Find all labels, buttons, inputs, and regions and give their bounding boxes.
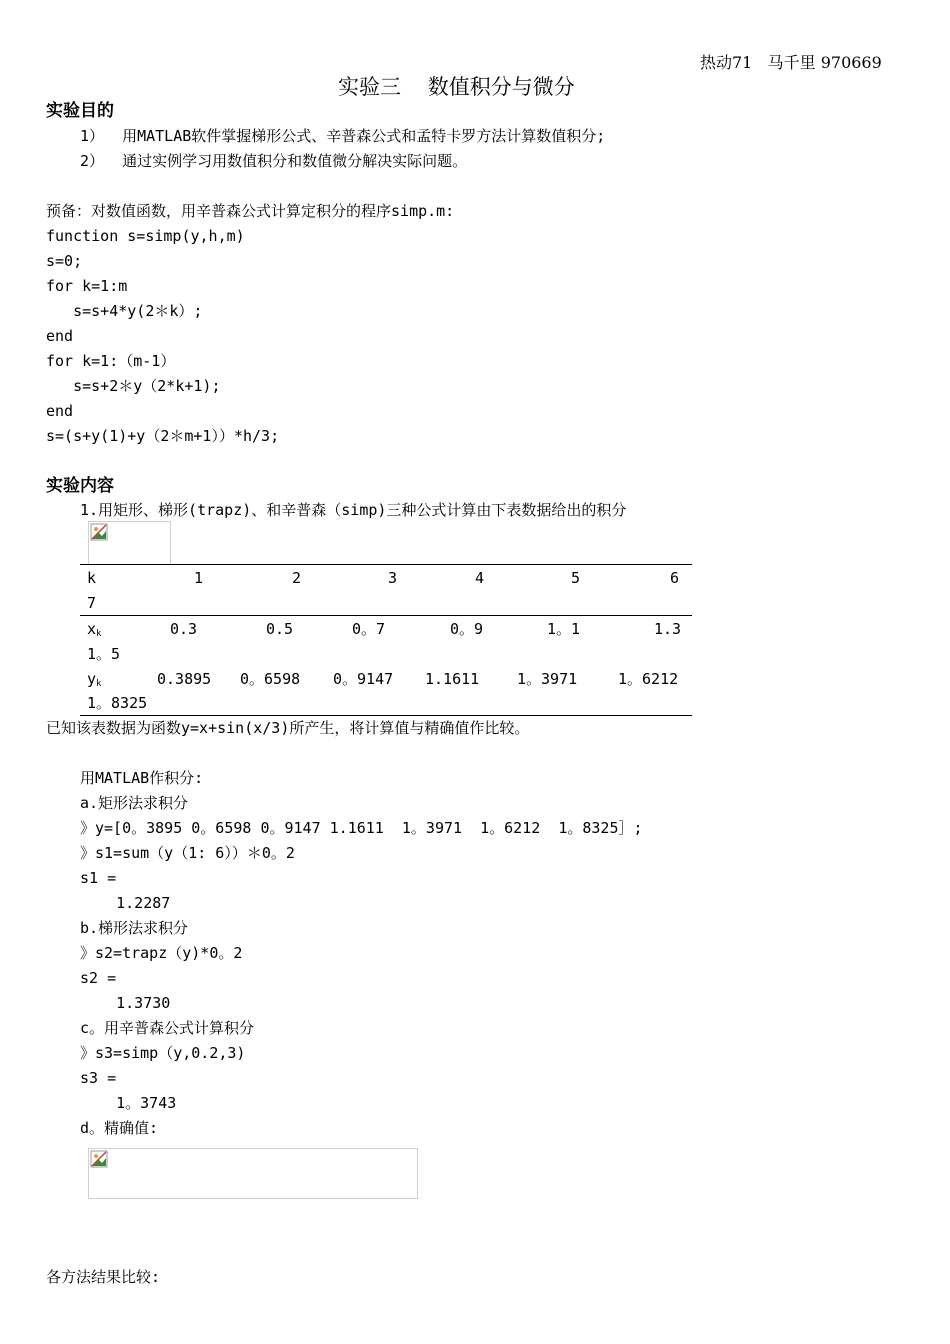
image-placeholder	[88, 1148, 418, 1199]
table-cell: 4	[475, 569, 485, 587]
table-cell: 0。9147	[333, 670, 394, 688]
table-cell: 3	[388, 569, 398, 587]
page-title: 实验三 数值积分与微分	[338, 75, 575, 99]
task-description: 1.用矩形、梯形(trapz)、和辛普森（simp)三种公式计算由下表数据给出的积分	[80, 501, 627, 519]
table-cell: 1。8325	[87, 694, 148, 712]
code-line: s=(s+y(1)+y（2＊m+1））*h/3;	[46, 427, 280, 445]
matlab-line: b.梯形法求积分	[80, 919, 189, 937]
matlab-line: c。用辛普森公式计算积分	[80, 1019, 255, 1037]
code-line: s=s+4*y(2＊k）;	[46, 302, 203, 320]
table-cell: 6	[670, 569, 680, 587]
table-cell: 0.3	[170, 620, 198, 638]
objectives-heading: 实验目的	[46, 101, 114, 121]
broken-image-icon	[90, 523, 108, 541]
x-subscript: k	[96, 629, 102, 639]
x-symbol: x	[87, 620, 97, 638]
function-note: 已知该表数据为函数y=x+sin(x/3)所产生，将计算值与精确值作比较。	[46, 719, 530, 737]
matlab-line: 1.3730	[80, 994, 171, 1012]
table-cell: 2	[292, 569, 302, 587]
table-cell: 0。6598	[240, 670, 301, 688]
matlab-line: s1 =	[80, 869, 117, 887]
table-cell: 1。3971	[517, 670, 578, 688]
content-heading: 实验内容	[46, 476, 114, 496]
code-line: for k=1:m	[46, 277, 128, 295]
comparison-heading: 各方法结果比较:	[46, 1268, 161, 1286]
table-cell: 7	[87, 594, 97, 612]
objective-item-1: 1） 用MATLAB软件掌握梯形公式、辛普森公式和孟特卡罗方法计算数值积分;	[80, 127, 606, 145]
y-subscript: k	[96, 679, 102, 689]
table-mid-rule	[80, 615, 692, 616]
prep-intro: 预备：对数值函数，用辛普森公式计算定积分的程序simp.m:	[46, 202, 455, 220]
matlab-line: s3 =	[80, 1069, 117, 1087]
code-line: s=s+2＊y（2*k+1);	[46, 377, 221, 395]
matlab-line: 》y=[0。3895 0。6598 0。9147 1.1611 1。3971 1。6212 1。8325］;	[80, 819, 643, 837]
table-cell: 0.3895	[157, 670, 212, 688]
matlab-line: s2 =	[80, 969, 117, 987]
author-line: 热动71 马千里 970669	[700, 53, 882, 72]
table-cell: 0.5	[266, 620, 294, 638]
objective-item-2: 2） 通过实例学习用数值积分和数值微分解决实际问题。	[80, 152, 468, 170]
table-label-k: k	[87, 569, 97, 587]
table-cell: 1。6212	[618, 670, 679, 688]
matlab-line: 》s1=sum（y（1: 6））＊0。2	[80, 844, 295, 862]
table-cell: 0。9	[450, 620, 484, 638]
code-line: end	[46, 402, 74, 420]
table-cell: 1.1611	[425, 670, 480, 688]
y-symbol: y	[87, 670, 97, 688]
matlab-line: 1。3743	[80, 1094, 177, 1112]
matlab-line: 》s2=trapz（y)*0。2	[80, 944, 243, 962]
matlab-line: d。精确值:	[80, 1119, 159, 1137]
table-cell: 5	[571, 569, 581, 587]
matlab-line: 用MATLAB作积分:	[80, 769, 204, 787]
code-line: for k=1:（m-1）	[46, 352, 176, 370]
code-line: end	[46, 327, 74, 345]
table-cell: 1.3	[654, 620, 682, 638]
matlab-line: a.矩形法求积分	[80, 794, 189, 812]
matlab-line: 1.2287	[80, 894, 171, 912]
table-cell: 0。7	[352, 620, 386, 638]
code-line: function s=simp(y,h,m)	[46, 227, 245, 245]
table-cell: 1。5	[87, 645, 121, 663]
table-cell: 1。1	[547, 620, 581, 638]
table-cell: 1	[194, 569, 204, 587]
code-line: s=0;	[46, 252, 83, 270]
table-top-rule	[80, 564, 692, 565]
matlab-line: 》s3=simp（y,0.2,3)	[80, 1044, 246, 1062]
image-placeholder	[88, 521, 171, 565]
broken-image-icon	[90, 1150, 108, 1168]
